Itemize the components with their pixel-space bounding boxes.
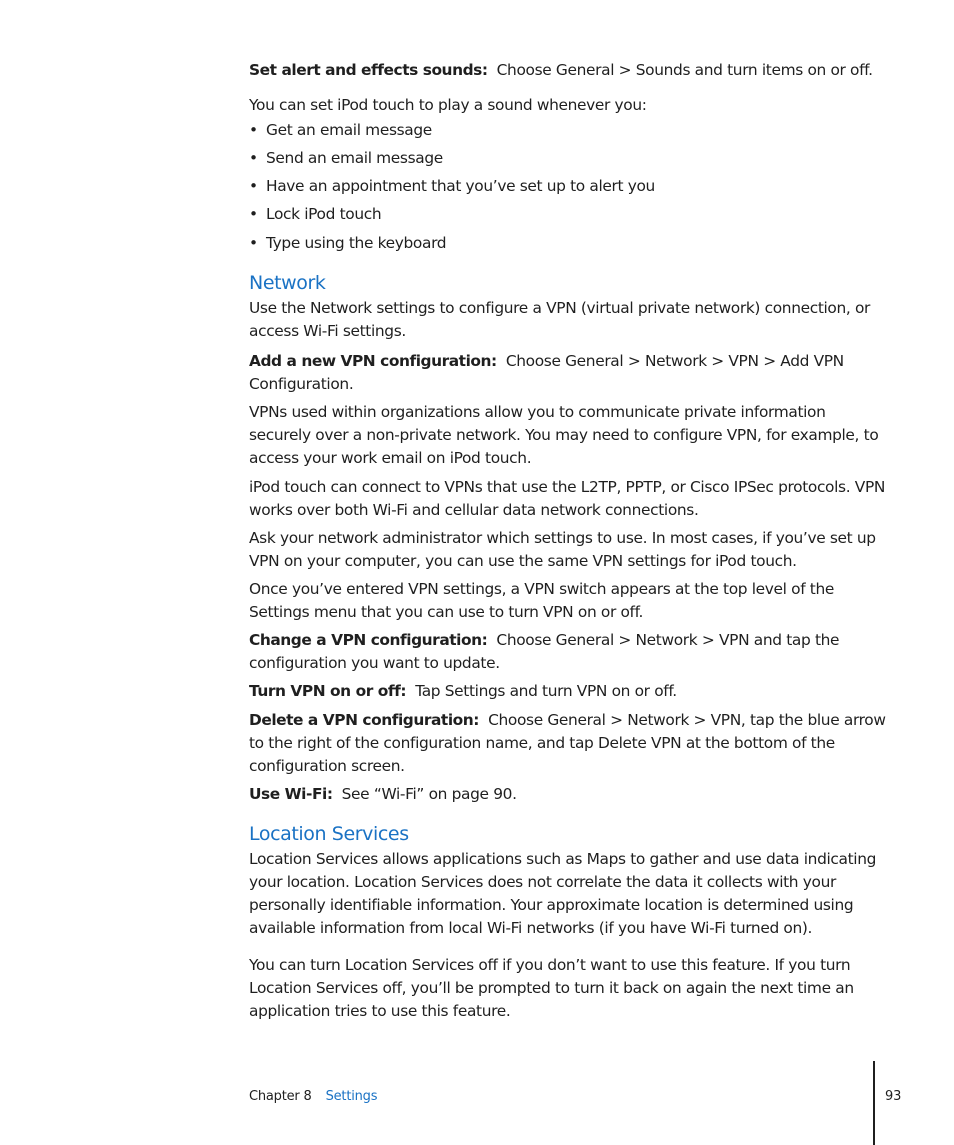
sounds-text: Choose General > Sounds and turn items on or off. — [496, 61, 873, 79]
list-item: • Lock iPod touch — [249, 205, 382, 223]
footer-chapter: Chapter 8 — [249, 1089, 312, 1104]
vpn-paragraph-line: Ask your network administrator which settings to use. In most cases, if you’ve set up — [249, 529, 876, 547]
vpn-paragraph-line: VPNs used within organizations allow you to communicate private information — [249, 403, 826, 421]
turn-vpn-line: Turn VPN on or off: Tap Settings and turn VPN on or off. — [249, 682, 677, 700]
network-intro-line: access Wi-Fi settings. — [249, 322, 406, 340]
delete-vpn-lead: Delete a VPN configuration: — [249, 711, 479, 729]
location-paragraph-line: You can turn Location Services off if you don’t want to use this feature. If you turn — [249, 956, 851, 974]
vpn-paragraph-line: Settings menu that you can use to turn VPN on or off. — [249, 603, 644, 621]
vpn-paragraph-line: iPod touch can connect to VPNs that use the L2TP, PPTP, or Cisco IPSec protocols. VPN — [249, 478, 886, 496]
location-paragraph-line: Location Services off, you’ll be prompted to turn it back on again the next time an — [249, 979, 854, 997]
delete-vpn-line: configuration screen. — [249, 757, 405, 775]
vpn-paragraph-line: VPN on your computer, you can use the same VPN settings for iPod touch. — [249, 552, 797, 570]
list-item: • Send an email message — [249, 149, 443, 167]
location-paragraph-line: your location. Location Services does not correlate the data it collects with your — [249, 873, 836, 891]
network-heading: Network — [249, 272, 326, 294]
add-vpn-lead: Add a new VPN configuration: — [249, 352, 497, 370]
location-paragraph-line: available information from local Wi-Fi networks (if you have Wi-Fi turned on). — [249, 919, 813, 937]
change-vpn-line: configuration you want to update. — [249, 654, 500, 672]
vpn-paragraph-line: works over both Wi-Fi and cellular data network connections. — [249, 501, 699, 519]
list-item: • Type using the keyboard — [249, 234, 447, 252]
vpn-paragraph-line: Once you’ve entered VPN settings, a VPN switch appears at the top level of the — [249, 580, 835, 598]
change-vpn-line: Change a VPN configuration: Choose General > Network > VPN and tap the — [249, 631, 840, 649]
page-number: 93 — [885, 1089, 902, 1104]
vpn-paragraph-line: access your work email on iPod touch. — [249, 449, 532, 467]
list-item: • Get an email message — [249, 121, 432, 139]
delete-vpn-line: to the right of the configuration name, and tap Delete VPN at the bottom of the — [249, 734, 835, 752]
add-vpn-line: Configuration. — [249, 375, 354, 393]
footer-section-link[interactable]: Settings — [325, 1089, 378, 1104]
use-wifi-line: Use Wi-Fi: See “Wi-Fi” on page 90. — [249, 785, 517, 803]
list-item: • Have an appointment that you’ve set up to alert you — [249, 177, 655, 195]
network-intro-line: Use the Network settings to configure a VPN (virtual private network) connection, or — [249, 299, 871, 317]
location-services-heading: Location Services — [249, 823, 409, 845]
sounds-lead: Set alert and effects sounds: — [249, 61, 488, 79]
sounds-paragraph — [249, 59, 873, 82]
footer-divider — [873, 1061, 875, 1145]
location-paragraph-line: Location Services allows applications such as Maps to gather and use data indicating — [249, 850, 877, 868]
footer-chapter-label — [249, 1087, 377, 1107]
add-vpn-line: Add a new VPN configuration: Choose General > Network > VPN > Add VPN — [249, 352, 844, 370]
location-paragraph-line: application tries to use this feature. — [249, 1002, 511, 1020]
sounds-intro: You can set iPod touch to play a sound whenever you: — [249, 96, 647, 114]
vpn-paragraph-line: securely over a non-private network. You may need to configure VPN, for example, to — [249, 426, 879, 444]
change-vpn-lead: Change a VPN configuration: — [249, 631, 488, 649]
location-paragraph-line: personally identifiable information. Your approximate location is determined using — [249, 896, 854, 914]
turn-vpn-lead: Turn VPN on or off: — [249, 682, 407, 700]
use-wifi-lead: Use Wi-Fi: — [249, 785, 333, 803]
delete-vpn-line: Delete a VPN configuration: Choose General > Network > VPN, tap the blue arrow — [249, 711, 886, 729]
